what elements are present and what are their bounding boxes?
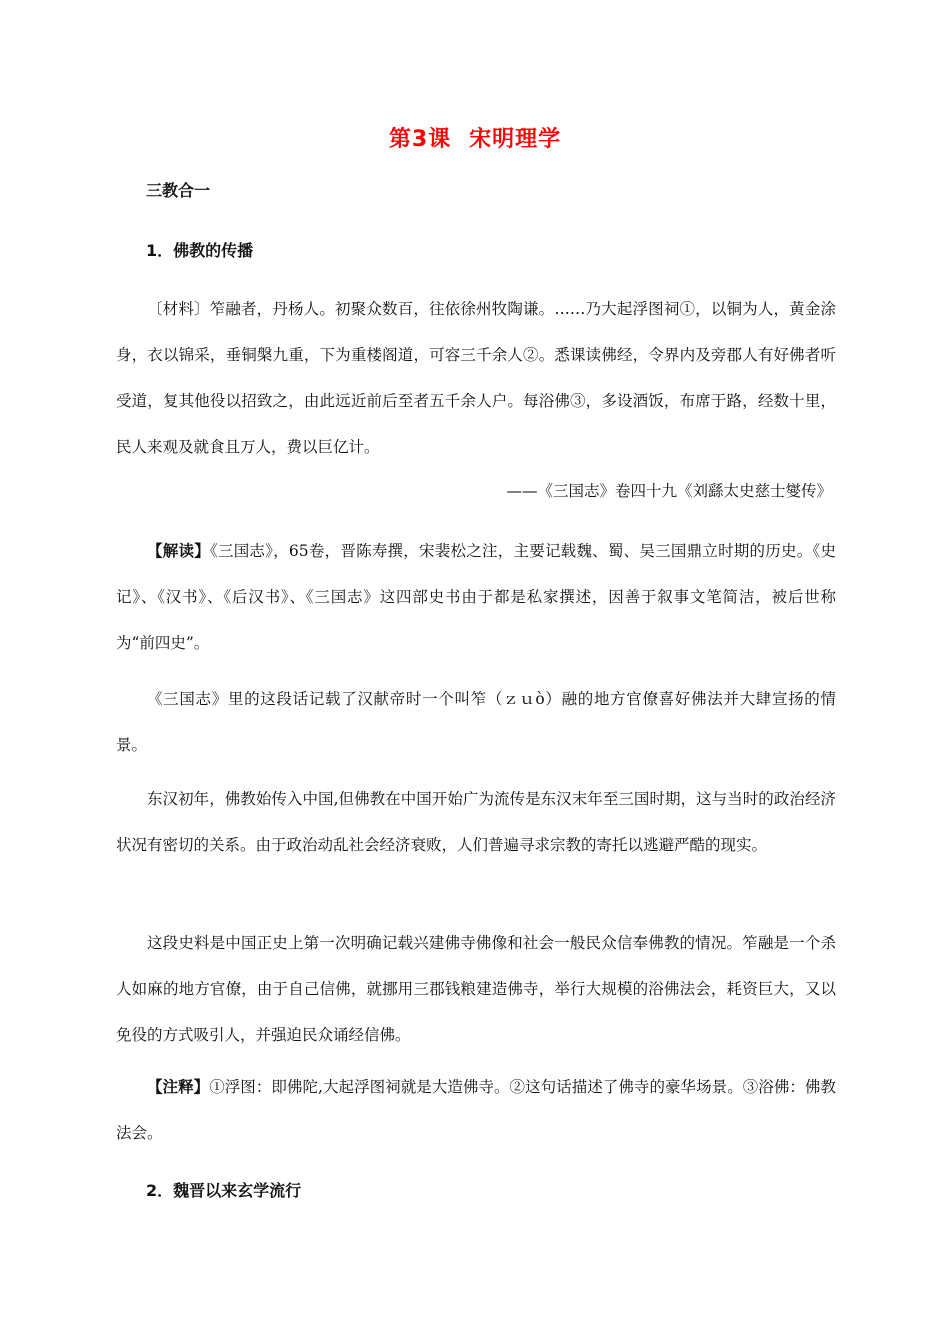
subheading-xuanxue: 2．魏晋以来玄学流行: [146, 1181, 302, 1200]
interpretation-text: 《三国志》，65卷，晋陈寿撰，宋裴松之注，主要记载魏、蜀、吴三国鼎立时期的历史。《史记》、《汉书》、《后汉书》、《三国志》这四部史书由于都是私家撰述，因善于叙事文笔简洁，被后世称为“前四史”。: [116, 542, 836, 652]
material-paragraph: 〔材料〕笮融者，丹杨人。初聚众数百，往依徐州牧陶谦。……乃大起浮图祠①，以铜为人，黄金涂身，衣以锦采，垂铜槃九重，下为重楼阁道，可容三千余人②。悉课读佛经，令界内及旁郡人有好佛者听受道，复其他役以招致之，由此远近前后至者五千余人户。每浴佛③，多设酒饭，布席于路，经数十里，民人来观及就食且万人，费以巨亿计。: [116, 300, 836, 456]
section-heading: 三教合一: [146, 181, 211, 200]
interpretation-tag: 【解读】: [147, 541, 210, 560]
subheading-buddhism-spread: 1．佛教的传播: [146, 241, 254, 260]
body-paragraph: 东汉初年，佛教始传入中国,但佛教在中国开始广为流传是东汉末年至三国时期，这与当时的政治经济状况有密切的关系。由于政治动乱社会经济衰败，人们普遍寻求宗教的寄托以逃避严酷的现实。: [116, 790, 836, 854]
lesson-number: 第3课: [388, 127, 452, 152]
lesson-topic: 宋明理学: [469, 127, 562, 152]
notes-tag: 【注释】: [147, 1077, 210, 1096]
body-paragraph: 这段史料是中国正史上第一次明确记载兴建佛寺佛像和社会一般民众信奉佛教的情况。笮融是一个杀人如麻的地方官僚，由于自己信佛，就挪用三郡钱粮建造佛寺，举行大规模的浴佛法会，耗资巨大，又以免役的方式吸引人，并强迫民众诵经信佛。: [116, 934, 836, 1044]
page-title: [0, 122, 950, 153]
notes-paragraph: [116, 1064, 836, 1156]
body-paragraph: 《三国志》里的这段话记载了汉献帝时一个叫笮（ｚｕò）融的地方官僚喜好佛法并大肆宣扬的情景。: [116, 690, 836, 754]
material-source: ——《三国志》卷四十九《刘繇太史慈士燮传》: [506, 482, 832, 500]
notes-text: ①浮图：即佛陀,大起浮图祠就是大造佛寺。②这句话描述了佛寺的豪华场景。③浴佛：佛教法会。: [116, 1078, 836, 1142]
interpretation-paragraph: [116, 528, 836, 666]
